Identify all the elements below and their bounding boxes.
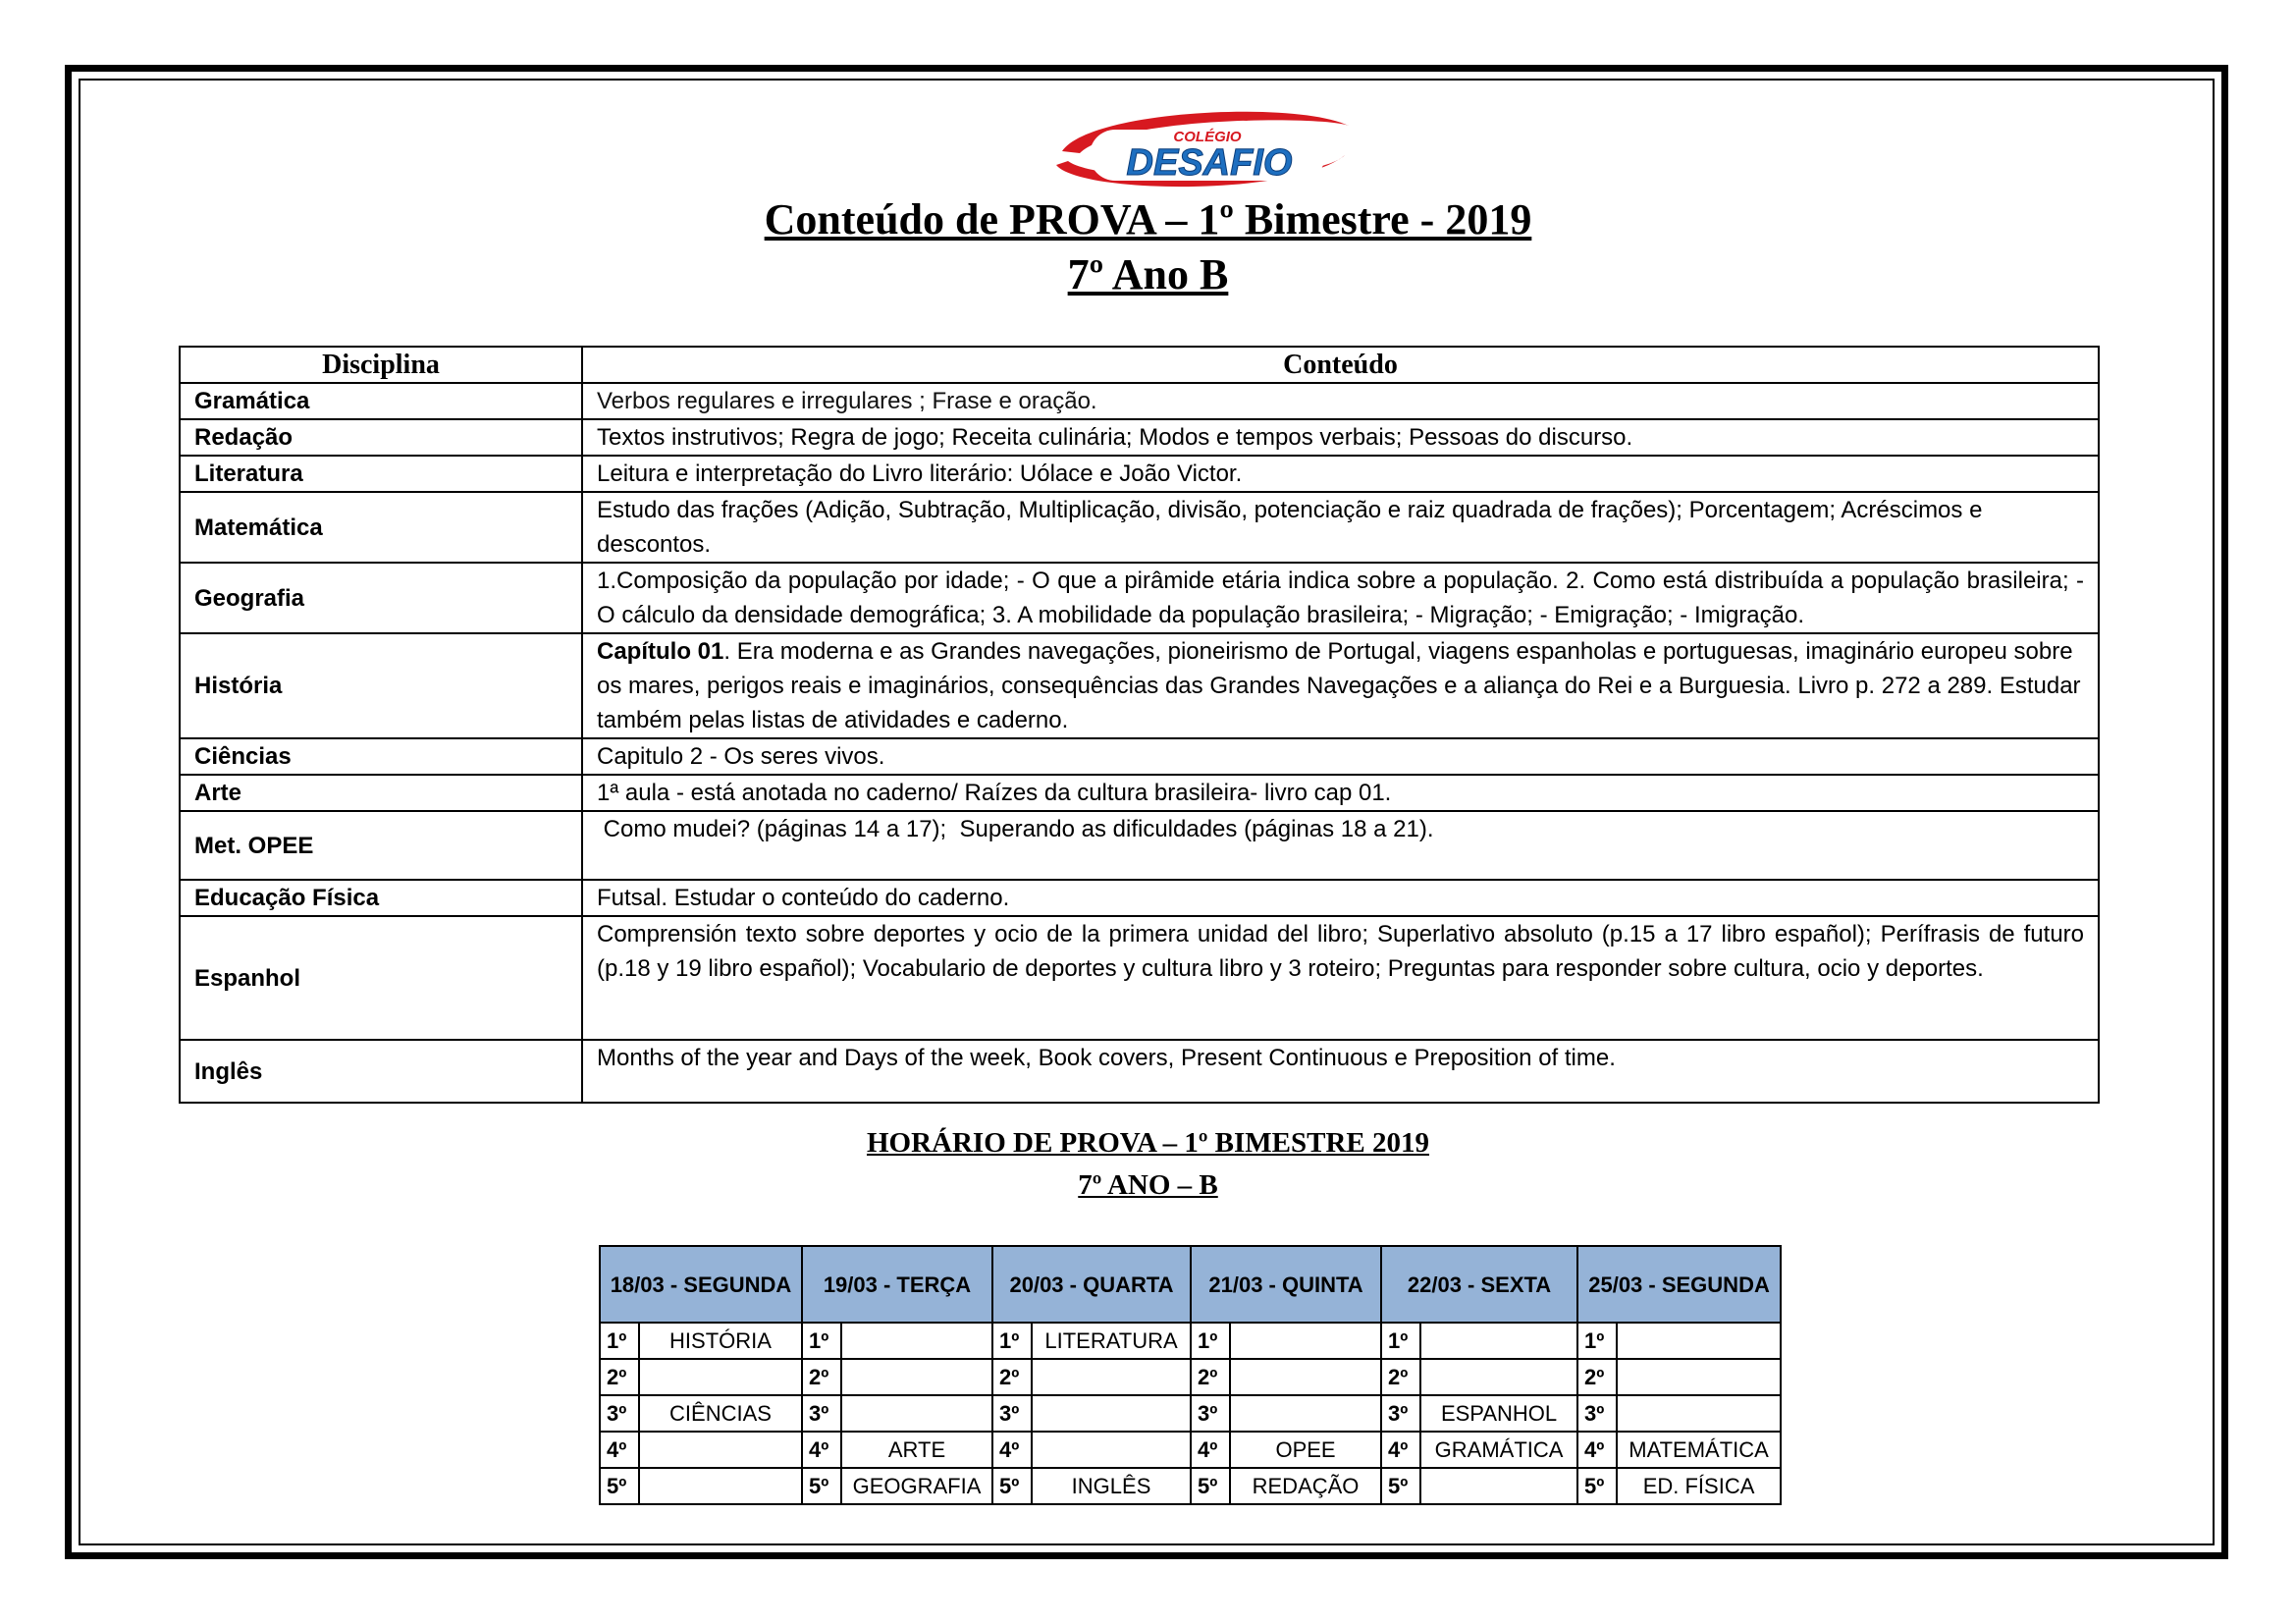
svg-text:COLÉGIO: COLÉGIO [1173,129,1242,145]
exam-subject [1032,1432,1191,1468]
period-number: 1º [1381,1323,1420,1359]
exam-subject [1230,1323,1381,1359]
period-number: 1º [802,1323,841,1359]
period-number: 2º [992,1359,1032,1395]
period-number: 5º [802,1468,841,1504]
exam-subject [841,1395,992,1432]
exam-subject: REDAÇÃO [1230,1468,1381,1504]
discipline-name: Educação Física [180,880,582,916]
exam-subject: INGLÊS [1032,1468,1191,1504]
exam-subject [1617,1323,1781,1359]
header-conteudo: Conteúdo [582,347,2099,383]
schedule-row [600,1468,1781,1504]
exam-subject [841,1323,992,1359]
discipline-name: Met. OPEE [180,811,582,880]
discipline-name: História [180,633,582,738]
period-number: 3º [1381,1395,1420,1432]
discipline-name: Matemática [180,492,582,563]
chapter-label: Capítulo 01 [597,638,724,665]
period-number: 4º [1191,1432,1230,1468]
discipline-name: Arte [180,775,582,811]
period-number: 1º [992,1323,1032,1359]
table-row [180,738,2099,775]
period-number: 5º [600,1468,639,1504]
exam-subject [1420,1323,1577,1359]
discipline-name: Geografia [180,563,582,633]
exam-subject [1420,1359,1577,1395]
day-header: 19/03 - TERÇA [802,1246,992,1323]
svg-text:DESAFIO: DESAFIO [1126,142,1293,184]
exam-subject: GRAMÁTICA [1420,1432,1577,1468]
period-number: 5º [1191,1468,1230,1504]
exam-subject [1230,1359,1381,1395]
schedule-row [600,1359,1781,1395]
discipline-content: Textos instrutivos; Regra de jogo; Receita culinária; Modos e tempos verbais; Pessoas do discurso. [582,419,2099,456]
period-number: 2º [1381,1359,1420,1395]
period-number: 3º [600,1395,639,1432]
exam-subject [1617,1359,1781,1395]
discipline-content: Como mudei? (páginas 14 a 17); Superando as dificuldades (páginas 18 a 21). [582,811,2099,880]
table-row [180,1040,2099,1103]
exam-subject: ARTE [841,1432,992,1468]
discipline-content: Leitura e interpretação do Livro literário: Uólace e João Victor. [582,456,2099,492]
period-number: 3º [992,1395,1032,1432]
exam-subject: GEOGRAFIA [841,1468,992,1504]
period-number: 4º [1381,1432,1420,1468]
discipline-name: Redação [180,419,582,456]
discipline-name: Espanhol [180,916,582,1040]
exam-subject: HISTÓRIA [639,1323,802,1359]
table-row [180,492,2099,563]
table-row [180,775,2099,811]
discipline-content: Verbos regulares e irregulares ; Frase e oração. [582,383,2099,419]
day-header: 18/03 - SEGUNDA [600,1246,802,1323]
day-header: 25/03 - SEGUNDA [1577,1246,1781,1323]
exam-subject [639,1432,802,1468]
exam-subject: ED. FÍSICA [1617,1468,1781,1504]
period-number: 2º [600,1359,639,1395]
period-number: 1º [1577,1323,1617,1359]
day-header: 21/03 - QUINTA [1191,1246,1381,1323]
discipline-content: 1.Composição da população por idade; - O que a pirâmide etária indica sobre a população. 2. Como está distribuída a população brasileira; - O cálculo da densidade demográfica; 3. A mobilidade da população brasileira; - Migração; - Emigração; - Imigração. [582,563,2099,633]
exam-subject: CIÊNCIAS [639,1395,802,1432]
period-number: 1º [1191,1323,1230,1359]
period-number: 3º [1191,1395,1230,1432]
exam-subject [639,1359,802,1395]
period-number: 5º [992,1468,1032,1504]
period-number: 5º [1577,1468,1617,1504]
schedule-row [600,1323,1781,1359]
exam-subject: ESPANHOL [1420,1395,1577,1432]
discipline-content: Capitulo 2 - Os seres vivos. [582,738,2099,775]
day-header: 20/03 - QUARTA [992,1246,1191,1323]
table-row [180,563,2099,633]
day-header: 22/03 - SEXTA [1381,1246,1577,1323]
schedule-title: HORÁRIO DE PROVA – 1º BIMESTRE 2019 [866,1127,1429,1159]
period-number: 5º [1381,1468,1420,1504]
exam-subject [1032,1395,1191,1432]
schedule-body [600,1323,1781,1504]
exam-subject: MATEMÁTICA [1617,1432,1781,1468]
discipline-name: Literatura [180,456,582,492]
discipline-content: 1ª aula - está anotada no caderno/ Raízes da cultura brasileira- livro cap 01. [582,775,2099,811]
period-number: 3º [1577,1395,1617,1432]
period-number: 3º [802,1395,841,1432]
discipline-name: Ciências [180,738,582,775]
period-number: 2º [1577,1359,1617,1395]
schedule-header-row [600,1246,1781,1323]
period-number: 2º [802,1359,841,1395]
content-table [179,346,2100,1104]
exam-subject: LITERATURA [1032,1323,1191,1359]
table-row [180,383,2099,419]
discipline-content [582,633,2099,738]
school-logo [1050,106,1355,196]
schedule-row [600,1395,1781,1432]
exam-schedule-table [599,1245,1782,1505]
table-row [180,880,2099,916]
exam-subject [1032,1359,1191,1395]
discipline-name: Inglês [180,1040,582,1103]
exam-subject [639,1468,802,1504]
table-row [180,916,2099,1040]
discipline-content: Estudo das frações (Adição, Subtração, Multiplicação, divisão, potenciação e raiz quadrada de frações); Porcentagem; Acréscimos e descontos. [582,492,2099,563]
exam-subject [1617,1395,1781,1432]
schedule-subtitle: 7º ANO – B [1078,1169,1218,1201]
content-table-header [180,347,2099,383]
period-number: 1º [600,1323,639,1359]
period-number: 4º [1577,1432,1617,1468]
table-row [180,811,2099,880]
exam-subject: OPEE [1230,1432,1381,1468]
period-number: 2º [1191,1359,1230,1395]
document-title: Conteúdo de PROVA – 1º Bimestre - 2019 [764,195,1532,244]
exam-subject [841,1359,992,1395]
discipline-content: Futsal. Estudar o conteúdo do caderno. [582,880,2099,916]
table-row [180,456,2099,492]
period-number: 4º [802,1432,841,1468]
chapter-content: . Era moderna e as Grandes navegações, pioneirismo de Portugal, viagens espanholas e portuguesas, imaginário europeu sobre os mares, perigos reais e imaginários, consequências das Grandes Navegações e a aliança do Rei e a Burguesia. Livro p. 272 a 289. Estudar também pelas listas de atividades e caderno. [597,638,2081,733]
period-number: 4º [992,1432,1032,1468]
discipline-name: Gramática [180,383,582,419]
period-number: 4º [600,1432,639,1468]
exam-subject [1230,1395,1381,1432]
table-row [180,419,2099,456]
discipline-content: Comprensión texto sobre deportes y ocio de la primera unidad del libro; Superlativo absoluto (p.15 a 17 libro español); Perífrasis de futuro (p.18 y 19 libro español); Vocabulario de deportes y cultura libro y 3 roteiro; Preguntas para responder sobre cultura, ocio y deportes. [582,916,2099,1040]
header-disciplina: Disciplina [180,347,582,383]
table-row [180,633,2099,738]
discipline-content: Months of the year and Days of the week, Book covers, Present Continuous e Preposition of time. [582,1040,2099,1103]
exam-subject [1420,1468,1577,1504]
class-subtitle: 7º Ano B [1067,250,1229,298]
schedule-row [600,1432,1781,1468]
